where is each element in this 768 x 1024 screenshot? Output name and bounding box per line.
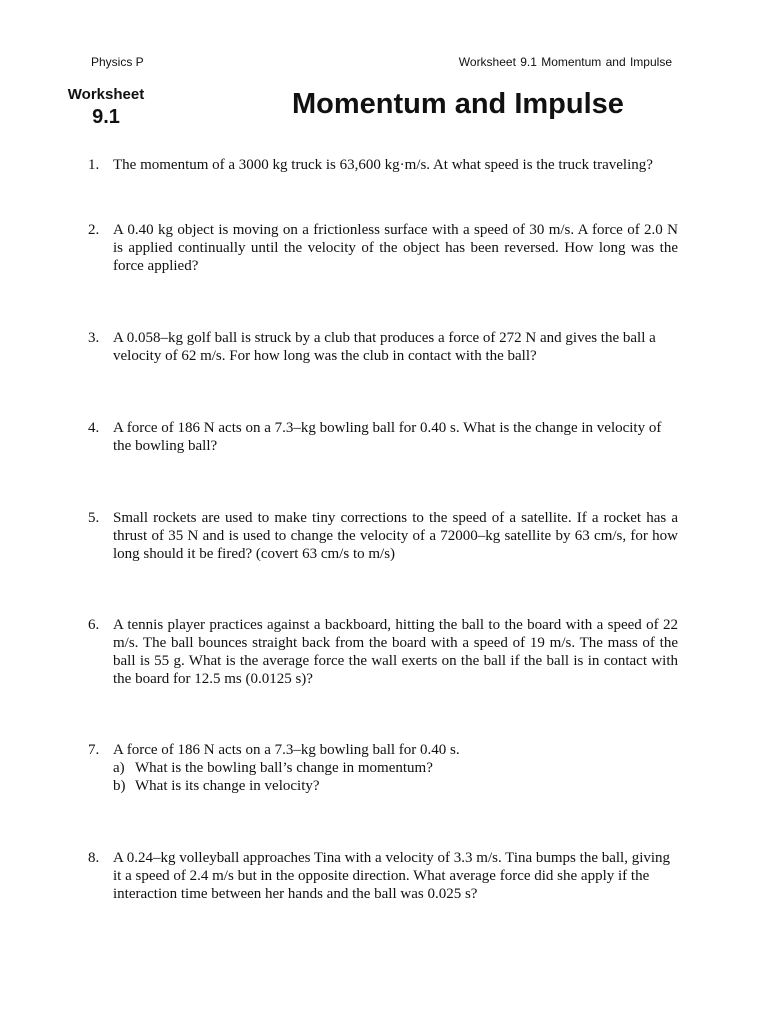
question-number: 1. (88, 157, 100, 173)
question-2 (88, 221, 678, 275)
question-5 (88, 509, 678, 563)
question-text: A 0.058–kg golf ball is struck by a club that produces a force of 272 N and gives the ball a velocity of 62 m/s. For how long was the club in contact with the ball? (113, 330, 656, 364)
question-8 (88, 849, 678, 903)
question-text: A force of 186 N acts on a 7.3–kg bowling ball for 0.40 s. What is the change in velocity of the bowling ball? (113, 420, 662, 454)
question-text: A 0.40 kg object is moving on a frictionless surface with a speed of 30 m/s. A force of 2.0 N is applied continually until the velocity of the object has been reversed. How long was the force applied? (113, 222, 678, 274)
question-number: 4. (88, 420, 100, 436)
question-number: 2. (88, 222, 100, 238)
question-6 (88, 616, 678, 688)
question-text: A 0.24–kg volleyball approaches Tina with a velocity of 3.3 m/s. Tina bumps the ball, giving it a speed of 2.4 m/s but in the opposite direction. What average force did she apply if the interaction time between her hands and the ball was 0.025 s? (113, 850, 671, 902)
question-number: 7. (88, 742, 100, 758)
question-1 (88, 156, 678, 174)
question-text: A tennis player practices against a backboard, hitting the ball to the board with a speed of 22 m/s. The ball bounces straight back from the board with a speed of 19 m/s. The mass of the ball is 55 g. What is the average force the wall exerts on the ball if the ball is in contact with the board for 12.5 ms (0.0125 s)? (113, 617, 678, 687)
worksheet-number-label (62, 86, 150, 130)
question-3 (88, 329, 678, 365)
question-text: The momentum of a 3000 kg truck is 63,600 kg·m/s. At what speed is the truck traveling? (113, 157, 653, 173)
question-7 (88, 741, 678, 795)
part-text: What is the bowling ball’s change in momentum? (135, 760, 433, 776)
worksheet-label-word: Worksheet (67, 86, 145, 103)
question-part-b (113, 777, 678, 795)
header-course: Physics P (91, 55, 144, 69)
part-label: b) (113, 778, 126, 794)
part-text: What is its change in velocity? (135, 778, 320, 794)
question-number: 3. (88, 330, 100, 346)
question-number: 6. (88, 617, 100, 633)
question-text: A force of 186 N acts on a 7.3–kg bowling ball for 0.40 s. (113, 742, 460, 758)
question-number: 8. (88, 850, 100, 866)
question-4 (88, 419, 678, 455)
question-text: Small rockets are used to make tiny corrections to the speed of a satellite. If a rocket has a thrust of 35 N and is used to change the velocity of a 72000–kg satellite by 63 cm/s, for how long should it be fired? (covert 63 cm/s to m/s) (113, 510, 678, 562)
header-worksheet-title: Worksheet 9.1 Momentum and Impulse (458, 55, 672, 69)
question-part-a (113, 759, 678, 777)
question-number: 5. (88, 510, 100, 526)
worksheet-label-number: 9.1 (92, 106, 120, 128)
part-label: a) (113, 760, 125, 776)
page-title: Momentum and Impulse (292, 88, 624, 120)
